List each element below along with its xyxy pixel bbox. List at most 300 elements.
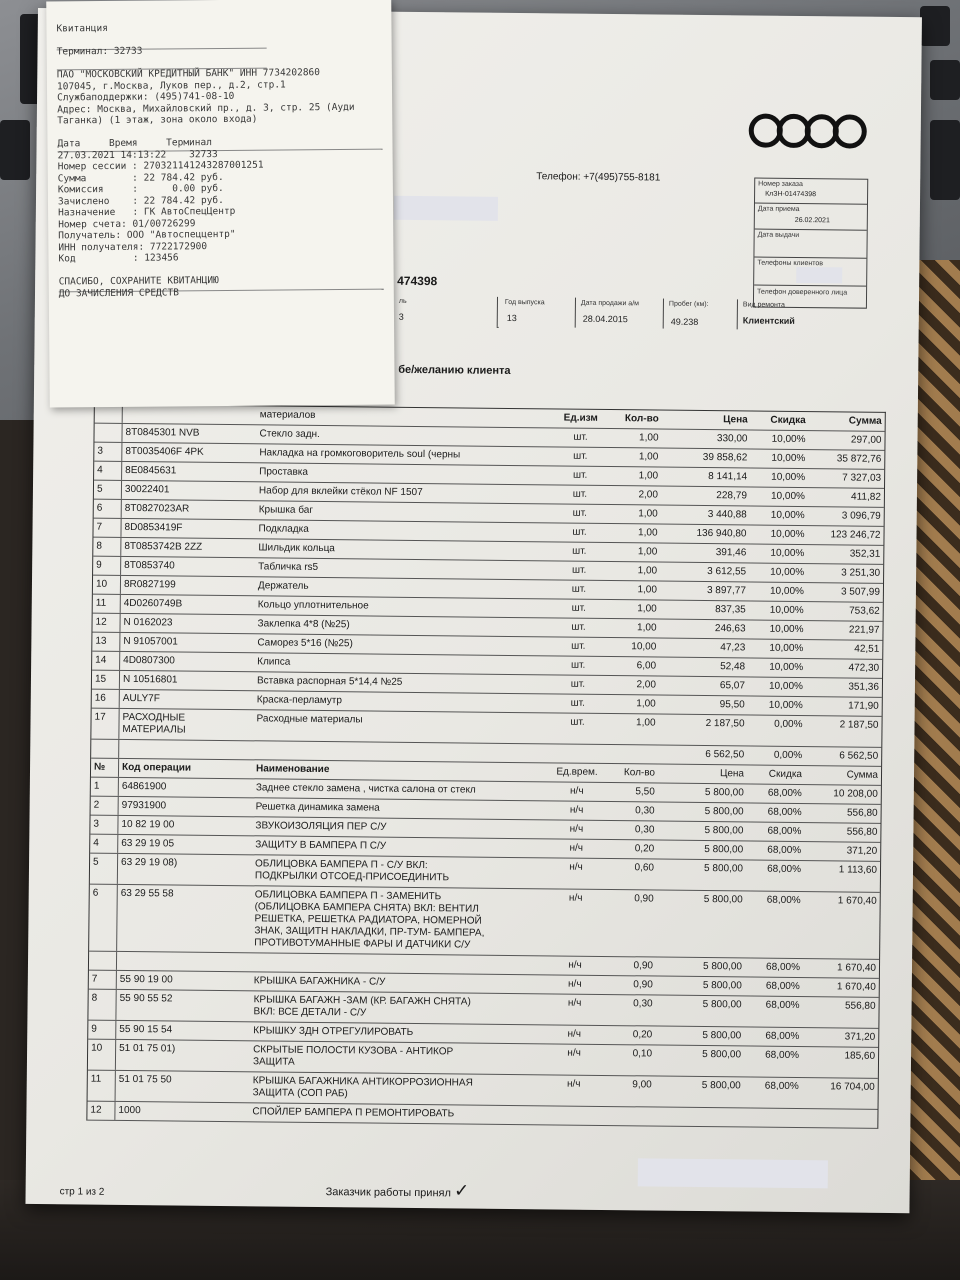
labor-row-cell: СКРЫТЫЕ ПОЛОСТИ КУЗОВА - АНТИКОР ЗАЩИТА <box>252 1044 454 1068</box>
labor-row-cell: 5,50 <box>635 786 655 798</box>
labor-row-cell: Заднее стекло замена , чистка салона от стекл <box>255 782 476 796</box>
parts-row-cell: 171,90 <box>848 700 879 712</box>
parts-row-cell: AULY7F <box>122 692 160 705</box>
labor-row-cell: 1000 <box>118 1104 141 1117</box>
parts-row-cell: 1,00 <box>639 432 659 444</box>
parts-row-cell: Крышка баг <box>258 504 314 516</box>
sale-date: 28.04.2015 <box>582 313 628 325</box>
labor-row-cell: 12 <box>87 1102 115 1120</box>
parts-row-cell: N 0162023 <box>123 616 173 629</box>
audi-logo-icon <box>749 113 869 154</box>
labor-header-row: № Код операции Наименование Ед.врем. Кол-во Цена Скидка Сумма <box>91 759 881 786</box>
receipt-line: ДО ЗАЧИСЛЕНИЯ СРЕДСТВ <box>58 286 179 299</box>
parts-row-cell: 3 897,77 <box>706 585 746 597</box>
labor-row-cell: 5 800,00 <box>702 980 742 992</box>
redaction-block <box>638 1158 828 1188</box>
parts-row-cell: 3 096,79 <box>841 510 881 522</box>
labor-row-cell: ОБЛИЦОВКА БАМПЕРА П - С/У ВКЛ: ПОДКРЫЛКИ ОТСОЕД-ПРИСОЕДИНИТЬ <box>254 858 450 884</box>
parts-row-cell: 47,23 <box>720 642 746 654</box>
receipt-line: Таганка) (1 этаж, зона около входа) <box>57 113 258 127</box>
parts-row-cell: шт. <box>570 716 585 728</box>
parts-row-cell <box>94 424 122 442</box>
parts-row-cell: 2 187,50 <box>839 719 879 731</box>
parts-row-cell: 4D0260749B <box>123 597 183 610</box>
labor-row-cell <box>603 1107 663 1126</box>
mileage: 49.238 <box>670 316 699 327</box>
parts-row-cell: 8T0035406F 4PK <box>125 445 204 458</box>
labor-row-cell: н/ч <box>567 1028 582 1040</box>
parts-row-cell: 2,00 <box>636 679 657 691</box>
parts-row-cell: 10,00% <box>770 509 805 522</box>
labor-row-cell: 10 <box>88 1040 116 1070</box>
box-label: Год выпуска <box>504 298 545 307</box>
parts-row-cell: 0,00% <box>774 718 803 731</box>
labor-row-cell: КРЫШКУ ЗДН ОТРЕГУЛИРОВАТЬ <box>253 1025 414 1038</box>
redaction-block <box>394 196 498 221</box>
parts-row-cell: 11 <box>93 595 121 613</box>
labor-row-cell: 0,90 <box>633 960 654 972</box>
parts-row-cell: 4 <box>94 462 122 480</box>
laptop-key <box>920 6 950 46</box>
labor-row-cell <box>743 1108 801 1127</box>
parts-row-cell: 136 940,80 <box>696 527 747 540</box>
labor-row-cell: 68,00% <box>767 787 802 800</box>
parts-row-cell: 3 612,55 <box>707 566 747 578</box>
labor-row-cell <box>543 1106 603 1125</box>
labor-row-cell: 1 <box>91 778 119 796</box>
laptop-key <box>930 60 960 100</box>
labor-row-cell: 1 670,40 <box>836 981 876 993</box>
labor-row-cell: 5 800,00 <box>704 787 744 799</box>
parts-row-cell: 39 858,62 <box>702 451 748 464</box>
vehicle-year: 13 <box>506 312 517 324</box>
labor-row-cell: 55 90 15 54 <box>119 1023 173 1036</box>
parts-row-cell: 6 562,50 <box>705 749 745 761</box>
parts-row-cell: шт. <box>570 659 586 671</box>
parts-row-cell: 8T0827023AR <box>124 502 190 515</box>
labor-row-cell: 556,80 <box>846 807 878 819</box>
parts-row-cell: Заклепка 4*8 (№25) <box>257 618 350 631</box>
labor-row-cell: 9,00 <box>632 1079 652 1091</box>
parts-row-cell: 1,00 <box>636 698 656 710</box>
labor-row-cell: 3 <box>90 816 118 834</box>
parts-row-cell: 42,51 <box>854 643 880 655</box>
receipt-line: Номер сессии : 270321141243287001251 <box>57 159 264 173</box>
parts-row-cell: 10,00% <box>771 452 806 465</box>
parts-row-cell: шт. <box>571 602 586 614</box>
labor-row-cell: н/ч <box>569 804 584 816</box>
box-label: Вид ремонта <box>742 301 785 309</box>
labor-row-cell: ЗВУКОИЗОЛЯЦИЯ ПЕР С/У <box>255 820 387 833</box>
labor-row-cell: 371,20 <box>846 845 878 857</box>
labor-row-cell: н/ч <box>569 842 584 854</box>
labor-row-cell: 68,00% <box>764 1080 799 1093</box>
parts-row-cell: 14 <box>92 652 120 670</box>
parts-row-cell: шт. <box>572 488 588 500</box>
receipt-line: 27.03.2021 14:13:22 32733 <box>57 148 218 161</box>
labor-row-cell: 11 <box>88 1071 116 1101</box>
parts-row-cell <box>607 745 667 764</box>
parts-row-cell: шт. <box>571 640 586 652</box>
labor-row-cell: 8 <box>88 990 116 1020</box>
parts-row-cell: 1,00 <box>638 451 659 463</box>
parts-row-cell: Накладка на громкоговоритель soul (черны <box>259 447 461 461</box>
parts-row-cell: 10,00% <box>769 585 804 598</box>
labor-row-cell: 68,00% <box>766 894 801 907</box>
labor-row-cell: 556,80 <box>846 826 878 838</box>
vehicle-info-row <box>397 296 867 335</box>
parts-row-cell: 10,00% <box>769 661 804 674</box>
order-number: КлЗН-01474398 <box>765 190 817 199</box>
labor-row-cell: н/ч <box>567 997 582 1009</box>
labor-row-cell: 63 29 19 05 <box>121 837 175 850</box>
wish-heading: бе/желанию клиента <box>398 363 511 377</box>
parts-row-cell: шт. <box>572 469 588 481</box>
parts-row-cell: РАСХОДНЫЕ МАТЕРИАЛЫ <box>122 711 186 736</box>
parts-row-cell: Подкладка <box>258 523 309 535</box>
labor-row-cell <box>801 1109 877 1128</box>
parts-row-cell: 95,50 <box>719 699 745 711</box>
labor-row-cell: 6 <box>89 885 118 951</box>
parts-row-cell: N 10516801 <box>122 673 178 686</box>
parts-row-cell: шт. <box>573 431 588 443</box>
order-number-partial: 474398 <box>397 273 438 289</box>
receipt-line: Дата Время Терминал <box>57 137 212 150</box>
parts-row-cell: 6,00 <box>636 660 657 672</box>
labor-row-cell: 68,00% <box>767 825 802 838</box>
page-number: стр 1 из 2 <box>59 1186 105 1198</box>
labor-row-cell: 68,00% <box>767 863 802 876</box>
parts-row-cell: 1,00 <box>637 546 658 558</box>
labor-row-cell: н/ч <box>567 1047 581 1059</box>
labor-row-cell: 5 800,00 <box>703 894 743 906</box>
parts-row-cell: 8T0853740 <box>124 559 175 572</box>
parts-row-cell: 1,00 <box>637 584 657 596</box>
labor-list <box>87 778 881 1129</box>
parts-row-cell: 9 <box>93 557 121 575</box>
parts-row-cell: 391,46 <box>715 547 747 559</box>
parts-list <box>91 424 884 767</box>
parts-row-cell: 10,00% <box>769 604 804 617</box>
parts-row-cell: 65,07 <box>719 680 745 692</box>
payment-receipt <box>46 0 395 407</box>
parts-row-cell: 10,00% <box>770 490 805 503</box>
labor-row-cell: ЗАЩИТУ В БАМПЕРА П С/У <box>255 839 387 852</box>
parts-row-cell: 4D0807300 <box>123 654 175 667</box>
parts-row-cell: 10,00% <box>769 642 804 655</box>
receipt-line: 107045, г.Москва, Луков пер., д.2, стр.1 <box>56 78 286 92</box>
labor-row-cell: 1 670,40 <box>837 895 877 907</box>
vehicle-value: 3 <box>398 311 404 322</box>
receipt-line: Квитанция <box>56 22 109 35</box>
parts-row-cell: Расходные материалы <box>256 713 363 726</box>
labor-row-cell: 371,20 <box>844 1031 876 1043</box>
parts-row-cell: 6 562,50 <box>839 750 879 762</box>
parts-row-cell: шт. <box>572 507 587 519</box>
labor-row-cell <box>117 952 251 971</box>
labor-row-cell: 0,10 <box>632 1048 653 1060</box>
labor-row-cell: 185,60 <box>844 1050 876 1062</box>
parts-row-cell: 10,00% <box>769 623 804 636</box>
parts-row-cell: 10,00% <box>768 699 803 712</box>
parts-row-cell: 330,00 <box>716 433 748 445</box>
parts-row-cell: 1,00 <box>637 603 657 615</box>
labor-row-cell: 68,00% <box>765 999 800 1012</box>
parts-row-cell: 3 440,88 <box>707 509 747 521</box>
labor-row-cell: 0,30 <box>633 998 653 1010</box>
labor-row-cell: КРЫШКА БАГАЖН -ЗАМ (КР. БАГАЖН СНЯТА) ВКЛ: ВСЕ ДЕТАЛИ - С/У <box>253 994 471 1019</box>
labor-row-cell: 51 01 75 50 <box>118 1073 172 1086</box>
parts-row-cell <box>547 744 607 763</box>
acceptance-label: Заказчик работы принял <box>325 1186 452 1200</box>
labor-row <box>89 885 880 960</box>
parts-row-cell: 246,63 <box>714 623 746 635</box>
box-label: Телефон доверенного лица <box>757 288 848 297</box>
parts-row-cell: Краска-перламутр <box>256 694 342 707</box>
parts-row-cell: шт. <box>570 697 585 709</box>
parts-row-cell: Вставка распорная 5*14,4 №25 <box>256 675 403 688</box>
labor-row-cell: 0,30 <box>635 805 655 817</box>
parts-row-cell: 10,00% <box>770 528 805 541</box>
laptop-key <box>0 120 30 180</box>
parts-row-cell: 3 251,30 <box>841 567 881 579</box>
box-label: Номер заказа <box>758 180 803 189</box>
box-label: ль <box>398 297 407 305</box>
labor-row-cell: 9 <box>88 1021 116 1039</box>
parts-row-cell: 8T0853742B 2ZZ <box>124 540 203 553</box>
labor-row-cell: 63 29 55 58 <box>120 887 174 900</box>
parts-row-cell: 221,97 <box>848 624 880 636</box>
labor-row-cell: 68,00% <box>767 806 802 819</box>
labor-row-cell: 7 <box>89 971 117 989</box>
parts-row-cell: 10,00 <box>631 641 657 653</box>
parts-row-cell: 1,00 <box>638 527 658 539</box>
parts-row-cell: 228,79 <box>716 490 747 502</box>
parts-row-cell: 123 246,72 <box>830 529 881 541</box>
parts-row-cell: Клипса <box>257 656 291 668</box>
parts-row-cell: 7 327,03 <box>842 472 882 484</box>
parts-row-cell: 35 872,76 <box>836 453 882 465</box>
parts-row-cell: 52,48 <box>720 661 746 673</box>
parts-row-cell: шт. <box>571 564 587 576</box>
dealer-phone: Телефон: +7(495)755-8181 <box>536 171 661 184</box>
parts-row-cell: 10,00% <box>770 566 805 579</box>
parts-row-cell: Шильдик кольца <box>258 542 335 555</box>
labor-row-cell: КРЫШКА БАГАЖНИКА - С/У <box>253 975 386 988</box>
labor-row-cell: 97931900 <box>121 799 167 812</box>
parts-row-cell: 8 <box>93 538 121 556</box>
parts-row-cell: 2 187,50 <box>705 718 745 730</box>
labor-row-cell: 556,80 <box>844 1000 876 1012</box>
box-label: Дата приема <box>757 205 800 213</box>
labor-row-cell: 1 113,60 <box>838 864 878 876</box>
customer-acceptance <box>326 1179 470 1202</box>
labor-row-cell: н/ч <box>569 823 584 835</box>
labor-row-cell: 68,00% <box>765 1030 800 1043</box>
labor-row-cell: 4 <box>90 835 118 853</box>
receipt-line: СПАСИБО, СОХРАНИТЕ КВИТАНЦИЮ <box>58 275 219 288</box>
labor-row-cell: КРЫШКА БАГАЖНИКА АНТИКОРРОЗИОННАЯ ЗАЩИТА (СОП РАБ) <box>252 1075 473 1100</box>
labor-row-cell: 51 01 75 01) <box>119 1042 176 1055</box>
labor-row-cell: 10 208,00 <box>833 788 878 800</box>
receipt-line: Терминал: 32733 <box>56 45 143 58</box>
parts-row-cell: шт. <box>571 583 587 595</box>
labor-row-cell: 68,00% <box>765 980 800 993</box>
parts-row-cell: 17 <box>91 709 119 739</box>
parts-row-cell: 8R0827199 <box>123 578 176 591</box>
labor-row-cell <box>251 953 545 974</box>
labor-row-cell <box>663 1108 743 1127</box>
receipt-line: Номер счета: 01/00726299 <box>58 217 196 230</box>
labor-row-cell: 68,00% <box>766 961 801 974</box>
parts-row-cell: Кольцо уплотнительное <box>257 599 369 612</box>
parts-row-cell <box>253 741 547 762</box>
parts-row-cell: 7 <box>93 519 121 537</box>
parts-row-cell: 12 <box>92 614 120 632</box>
parts-row-cell <box>91 740 119 758</box>
parts-row-cell: 10,00% <box>771 433 806 446</box>
parts-row-cell: 3 <box>94 443 122 461</box>
labor-row-cell: 5 800,00 <box>704 863 744 875</box>
receipt-line: ПАО "МОСКОВСКИЙ КРЕДИТНЫЙ БАНК" ИНН 7734202860 <box>56 67 321 81</box>
parts-row-cell: 1,00 <box>638 470 659 482</box>
labor-row-cell <box>89 952 117 970</box>
parts-row-cell: 8E0845631 <box>125 464 177 477</box>
parts-row-cell: 0,00% <box>773 749 803 762</box>
parts-row-cell: 837,35 <box>715 604 746 616</box>
labor-row-cell: 5 800,00 <box>703 961 743 973</box>
parts-row-cell: 5 <box>94 481 122 499</box>
labor-row-cell: 0,90 <box>633 979 653 991</box>
parts-row-cell: N 91057001 <box>123 635 178 648</box>
parts-row-cell: 472,30 <box>848 662 880 674</box>
accept-date: 26.02.2021 <box>794 216 830 225</box>
receipt-line: Службаподдержки: (495)741-08-10 <box>57 90 235 104</box>
parts-row-cell: 3 507,99 <box>840 586 880 598</box>
labor-row-cell: 2 <box>91 797 119 815</box>
labor-row-cell: 64861900 <box>121 780 167 793</box>
labor-row-cell: 1 670,40 <box>836 962 877 974</box>
labor-row-cell: СПОЙЛЕР БАМПЕРА П РЕМОНТИРОВАТЬ <box>252 1106 455 1120</box>
labor-row-cell: н/ч <box>567 978 582 990</box>
labor-row-cell: 0,30 <box>634 824 655 836</box>
labor-row-cell: 0,90 <box>634 893 654 905</box>
laptop-key <box>930 120 960 200</box>
receipt-line: Код : 123456 <box>58 252 179 265</box>
parts-row-cell: 30022401 <box>124 483 170 496</box>
parts-row-cell: 1,00 <box>636 717 656 729</box>
parts-row-cell <box>119 740 253 759</box>
parts-row-cell: 10 <box>93 576 121 594</box>
labor-row-cell: н/ч <box>569 861 583 873</box>
parts-row-cell: 10,00% <box>771 471 806 484</box>
labor-row-cell: 0,20 <box>634 843 655 855</box>
parts-row-cell: 1,00 <box>638 508 658 520</box>
parts-row-cell: Проставка <box>259 466 309 478</box>
labor-row-cell: н/ч <box>568 959 582 971</box>
labor-row-cell: 5 800,00 <box>701 1080 741 1092</box>
labor-row-cell: 68,00% <box>767 844 802 857</box>
labor-row-cell: 63 29 19 08) <box>120 856 178 869</box>
box-label: Дата продажи а/м <box>580 299 640 308</box>
labor-row-cell: н/ч <box>566 1078 581 1090</box>
labor-row-cell: 5 800,00 <box>702 1049 742 1061</box>
parts-row-cell: шт. <box>570 678 586 690</box>
parts-row-cell: Саморез 5*16 (№25) <box>257 637 353 650</box>
receipt-line: ИНН получателя: 7722172900 <box>58 240 208 253</box>
parts-row-cell: 8D0853419F <box>124 521 183 534</box>
parts-row-cell: 13 <box>92 633 120 651</box>
signature-check-icon: ✓ <box>453 1180 470 1201</box>
parts-row-cell: 8T0845301 NVB <box>125 426 200 439</box>
labor-row-cell: н/ч <box>568 892 583 904</box>
parts-row-cell: 351,36 <box>848 681 879 693</box>
labor-row-cell: 68,00% <box>765 1049 800 1062</box>
parts-row-cell: 297,00 <box>850 434 882 446</box>
labor-row-cell: 5 <box>90 854 118 884</box>
parts-row-cell: шт. <box>573 450 588 462</box>
labor-row-cell: н/ч <box>570 785 584 797</box>
parts-header-row: материалов Ед.изм Кол-во Цена Скидка Сумма <box>95 405 885 432</box>
parts-row-cell: 1,00 <box>637 622 657 634</box>
redaction-block <box>796 267 842 283</box>
parts-row-cell: шт. <box>572 526 587 538</box>
parts-row-cell: 10,00% <box>768 680 803 693</box>
box-label: Дата выдачи <box>757 231 800 239</box>
labor-row-cell: 5 800,00 <box>704 806 744 818</box>
receipt-line: Адрес: Москва, Михайловский пр., д. 3, стр. 25 (Ауди <box>57 101 355 115</box>
parts-row-cell: 15 <box>92 671 120 689</box>
parts-row-cell: 8 141,14 <box>708 471 748 483</box>
labor-row-cell: 55 90 19 00 <box>119 973 173 986</box>
receipt-line: Сумма : 22 784.42 руб. <box>57 171 224 184</box>
labor-row-cell: 10 82 19 00 <box>121 818 175 831</box>
receipt-line: Назначение : ГК АвтоСпецЦентр <box>58 205 236 219</box>
labor-row-cell: 0,60 <box>634 862 655 874</box>
labor-row-cell: 5 800,00 <box>704 825 744 837</box>
parts-row-cell: Стекло задн. <box>259 428 320 440</box>
labor-row-cell: 5 800,00 <box>704 844 744 856</box>
parts-row-cell: 16 <box>92 690 120 708</box>
labor-row-cell: 0,20 <box>632 1029 653 1041</box>
parts-row-cell: 6 <box>94 500 122 518</box>
parts-row-cell: 2,00 <box>638 489 658 501</box>
repair-type: Клиентский <box>742 315 795 326</box>
receipt-line: Получатель: ООО "Автоспеццентр" <box>58 228 236 242</box>
parts-row-cell: Набор для вклейки стёкол NF 1507 <box>258 485 423 499</box>
parts-row-cell: 1,00 <box>637 565 658 577</box>
parts-row-cell: Табличка rs5 <box>258 561 319 573</box>
parts-row-cell: 411,82 <box>851 491 881 503</box>
box-label: Пробег (км): <box>668 300 709 309</box>
order-info-box <box>753 178 868 309</box>
parts-row-cell: шт. <box>571 621 586 633</box>
order-table <box>86 404 885 1129</box>
box-label: Телефоны клиентов <box>757 259 824 268</box>
labor-row-cell: 55 90 55 52 <box>119 992 173 1005</box>
labor-row-cell: 5 800,00 <box>702 1030 742 1042</box>
receipt-line: Зачислено : 22 784.42 руб. <box>57 194 224 207</box>
labor-row-cell: ОБЛИЦОВКА БАМПЕРА П - ЗАМЕНИТЬ (ОБЛИЦОВКА БАМПЕРА СНЯТА) ВКЛ: ВЕНТИЛ РЕШЕТКА, РЕШЕТКА РАДИАТОРА, НОМЕРНОЙ ЗНАК, ЗАЩИТН НАКЛАДКИ, ПР-ТУМ- БАМПЕРА, ПРОТИВОТУМАННЫЕ ФАРЫ И ДАТЧИКИ С/У <box>254 889 485 951</box>
parts-row-cell: Держатель <box>257 580 309 592</box>
receipt-line: Комиссия : 0.00 руб. <box>57 182 224 196</box>
labor-row-cell: Решетка динамика замена <box>255 801 380 814</box>
labor-row-cell: 5 800,00 <box>702 999 742 1011</box>
parts-row-cell: шт. <box>572 545 587 557</box>
parts-row-cell: 10,00% <box>770 547 805 560</box>
parts-row-cell: 352,31 <box>849 548 881 560</box>
labor-row-cell: 16 704,00 <box>830 1081 875 1093</box>
